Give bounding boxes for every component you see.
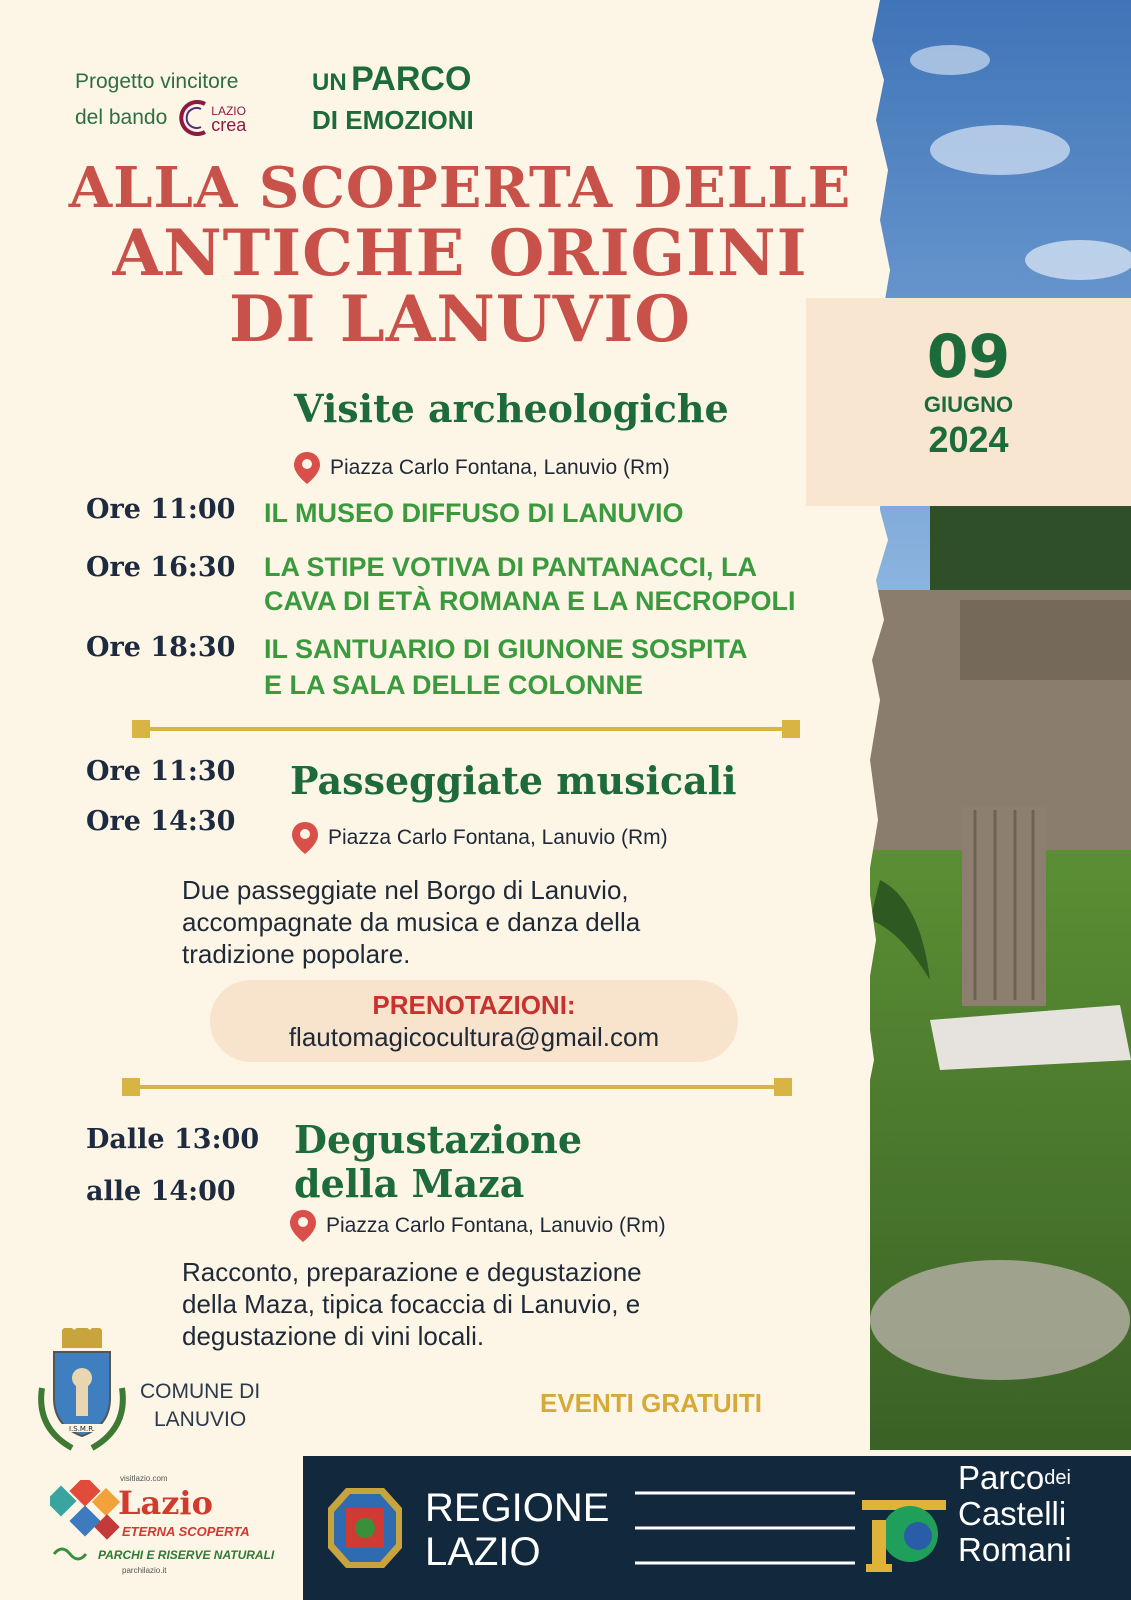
degustazione-description — [182, 1256, 642, 1352]
parco-line2: Castelli — [958, 1495, 1067, 1532]
passeggiate-time2: Ore 14:30 — [86, 806, 236, 837]
booking-box — [210, 980, 738, 1062]
footer-lines-decoration — [635, 1488, 855, 1568]
comune-line2: LANUVIO — [153, 1408, 247, 1431]
desc-line: degustazione di vini locali. — [182, 1321, 485, 1351]
cloud — [930, 125, 1070, 175]
cloud — [910, 45, 990, 75]
free-events-label: EVENTI GRATUITI — [540, 1388, 762, 1418]
lazio-tagline: ETERNA SCOPERTA — [122, 1524, 250, 1539]
event-time: Ore 18:30 — [86, 632, 236, 663]
degustazione-address — [290, 1210, 666, 1242]
gravel-path — [870, 1260, 1130, 1380]
event-time: Ore 11:00 — [86, 494, 236, 525]
passeggiate-address — [292, 822, 668, 854]
lazio-crea-logo — [179, 98, 246, 138]
comune-label — [140, 1378, 260, 1434]
passeggiate-time1: Ore 11:30 — [86, 756, 236, 787]
date-box — [806, 298, 1131, 506]
visite-title: Visite archeologiche — [294, 386, 729, 431]
parco-line2: DI EMOZIONI — [312, 105, 474, 135]
comune-crest-icon — [32, 1328, 132, 1456]
ruin-wall-shade — [960, 600, 1131, 680]
lazio-name: Lazio — [118, 1484, 213, 1522]
degustazione-title — [294, 1118, 582, 1206]
parco-line1: Parco — [958, 1459, 1045, 1496]
event-line2: E LA SALA DELLE COLONNE — [264, 670, 644, 700]
parco-castelli-logo-icon — [858, 1484, 950, 1576]
regione-lazio-label — [425, 1486, 609, 1574]
crea-logo-top: LAZIO — [211, 104, 246, 118]
regione-line1: REGIONE — [425, 1486, 610, 1530]
passeggiate-address-text: Piazza Carlo Fontana, Lanuvio (Rm) — [328, 826, 668, 849]
degustazione-time2: alle 14:00 — [86, 1176, 236, 1207]
passeggiate-title: Passeggiate musicali — [290, 758, 737, 803]
event-line2: CAVA DI ETÀ ROMANA E LA NECROPOLI — [264, 586, 796, 616]
parchi-label: PARCHI E RISERVE NATURALI — [98, 1548, 275, 1562]
booking-email[interactable]: flautomagicocultura@gmail.com — [288, 1022, 660, 1052]
project-info — [75, 66, 246, 138]
title-line1: ALLA SCOPERTA DELLE — [68, 155, 852, 221]
desc-line: della Maza, tipica focaccia di Lanuvio, e — [182, 1289, 641, 1319]
parchi-site: parchilazio.it — [122, 1566, 167, 1575]
divider — [134, 727, 798, 731]
location-pin-icon — [292, 822, 318, 854]
divider — [124, 1085, 790, 1089]
date-day: 09 — [926, 322, 1011, 392]
degustazione-time1: Dalle 13:00 — [86, 1124, 260, 1155]
event-line1: IL MUSEO DIFFUSO DI LANUVIO — [264, 498, 684, 528]
title-line2: ANTICHE ORIGINI — [112, 216, 808, 291]
parco-castelli-romani-label — [958, 1460, 1072, 1568]
location-pin-icon — [290, 1210, 316, 1242]
main-title — [30, 155, 890, 357]
parco-dei: dei — [1044, 1467, 1071, 1489]
date-year: 2024 — [928, 419, 1009, 460]
desc-line: Racconto, preparazione e degustazione — [182, 1257, 642, 1287]
title-line3: DI LANUVIO — [228, 282, 692, 357]
event-time: Ore 16:30 — [86, 552, 236, 583]
crest-text: I.S.M.R. — [68, 1425, 96, 1433]
crea-c-icon — [179, 98, 209, 138]
project-line1: Progetto vincitore — [75, 70, 239, 93]
parco-line3: Romani — [958, 1531, 1072, 1568]
event-line1: LA STIPE VOTIVA DI PANTANACCI, LA — [264, 552, 758, 582]
desc-line: accompagnate da musica e danza della — [182, 907, 641, 937]
event-line1: IL SANTUARIO DI GIUNONE SOSPITA — [264, 634, 748, 664]
date-month: GIUGNO — [923, 392, 1014, 417]
desc-line: tradizione popolare. — [182, 939, 411, 969]
degustazione-title-line2: della Maza — [294, 1161, 525, 1206]
regione-line2: LAZIO — [425, 1530, 541, 1574]
visite-address-text: Piazza Carlo Fontana, Lanuvio (Rm) — [330, 456, 670, 479]
passeggiate-description — [182, 874, 640, 970]
degustazione-title-line1: Degustazione — [294, 1117, 583, 1162]
parchi-ornament-icon — [52, 1544, 92, 1564]
parco-emozioni-title — [312, 62, 474, 137]
desc-line: Due passeggiate nel Borgo di Lanuvio, — [182, 875, 629, 905]
project-line2: del bando — [75, 106, 168, 129]
lazio-site: visitlazio.com — [120, 1474, 168, 1483]
booking-label: PRENOTAZIONI: — [372, 990, 576, 1020]
lazio-mosaic-icon — [50, 1480, 120, 1542]
crea-logo-bottom: crea — [211, 115, 247, 135]
comune-line1: COMUNE DI — [140, 1380, 261, 1403]
visite-address — [294, 452, 670, 484]
location-pin-icon — [294, 452, 320, 484]
parco-word: PARCO — [351, 60, 472, 98]
lazio-eterna-scoperta-logo — [30, 1474, 280, 1594]
regione-lazio-crest-icon — [326, 1486, 404, 1570]
cloud — [1025, 240, 1131, 280]
parco-un: UN — [312, 69, 347, 96]
degustazione-address-text: Piazza Carlo Fontana, Lanuvio (Rm) — [326, 1214, 666, 1237]
